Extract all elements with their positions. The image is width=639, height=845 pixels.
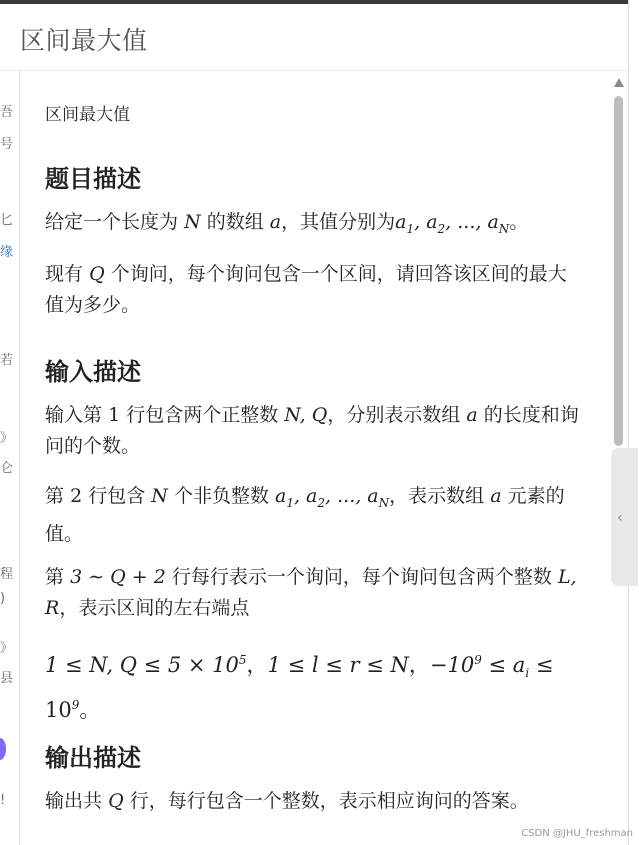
math-1: 1	[108, 404, 121, 426]
math-a: a	[490, 485, 502, 507]
text: 个非负整数	[173, 485, 269, 507]
text: 行包含	[88, 485, 146, 507]
left-strip-fragment: 》	[0, 641, 14, 656]
text: ，其值分别为	[281, 211, 396, 233]
constraint-3-tail	[45, 698, 79, 722]
text: 行每行表示一个询问，每个询问包含两个整数	[171, 566, 552, 588]
text: 10	[45, 698, 72, 723]
section-title-description: 题目描述	[45, 165, 141, 193]
text: 第	[45, 485, 65, 507]
text: ，分别表示数组	[327, 404, 461, 426]
scroll-up-arrow-icon[interactable]	[614, 78, 624, 87]
window-edge	[628, 0, 639, 845]
left-strip-fragment: 若	[0, 353, 14, 368]
title-bar	[0, 4, 628, 71]
text: 给定一个长度为	[45, 211, 179, 233]
breadcrumb: 区间最大值	[45, 105, 130, 125]
text: ，表示数组	[389, 485, 485, 507]
constraint-1	[45, 653, 247, 677]
text: ≤ a	[481, 653, 526, 677]
chevron-left-icon: ‹	[617, 510, 623, 526]
left-strip-fragment: 县	[0, 671, 14, 686]
text: 输出共	[45, 790, 103, 812]
text: ，表示区间的左右端点	[59, 597, 250, 619]
text: 1 ≤ N, Q ≤ 5 × 10	[45, 653, 239, 677]
text: 的长度和询问的个数。	[45, 404, 579, 457]
page-title: 区间最大值	[20, 26, 148, 55]
text: 9	[474, 653, 482, 667]
left-strip-fragment: )	[0, 591, 6, 606]
section-title-input: 输入描述	[45, 358, 141, 386]
math-sequence: $a_1$, $a_2$, ..., $a_N$	[395, 211, 510, 236]
left-sidebar-clipped[interactable]	[0, 71, 20, 845]
text: 元素的值。	[45, 485, 565, 545]
output-paragraph-1	[45, 786, 585, 817]
side-panel-toggle[interactable]	[611, 448, 638, 586]
scrollbar-thumb[interactable]	[614, 96, 623, 446]
math-NQ: N, Q	[284, 404, 328, 426]
text: 个询问，每个询问包含一个区间，请回答该区间的最大值为多少。	[45, 263, 567, 316]
left-strip-fragment: 号	[0, 137, 14, 152]
text: ≤	[529, 653, 554, 677]
constraint-2: 1 ≤ l ≤ r ≤ N	[267, 653, 409, 677]
section-title-output: 输出描述	[45, 744, 141, 772]
text: 现有	[45, 263, 84, 285]
text: 行包含两个正整数	[126, 404, 279, 426]
math-LR: L, R	[45, 566, 577, 619]
math-Q: Q	[89, 263, 105, 285]
text: 输入第	[45, 404, 103, 426]
input-paragraph-1	[45, 400, 585, 462]
constraints-paragraph	[45, 644, 585, 726]
math-a: a	[269, 211, 282, 233]
text: 。	[509, 211, 529, 233]
text: 。	[79, 698, 101, 723]
input-paragraph-2	[45, 481, 585, 550]
math-N: N	[184, 211, 201, 233]
math-range: 3 ∼ Q + 2	[70, 566, 166, 588]
left-strip-link-fragment[interactable]: 缘	[0, 245, 14, 260]
left-strip-fragment: 吾	[0, 105, 14, 120]
text: 行，每行包含一个整数，表示相应询问的答案。	[129, 790, 529, 812]
text: 5	[238, 653, 247, 667]
left-strip-fragment: 仑	[0, 461, 14, 476]
constraint-3	[429, 653, 554, 681]
avatar-icon[interactable]	[0, 738, 6, 760]
text: 第	[45, 566, 65, 588]
description-paragraph-2	[45, 259, 585, 321]
math-N: N	[151, 485, 168, 507]
text: ，	[408, 653, 430, 677]
left-strip-fragment: 》	[0, 431, 14, 446]
input-paragraph-3	[45, 562, 585, 624]
watermark: CSDN @JHU_freshman	[521, 828, 633, 839]
left-strip-fragment: 匕	[0, 213, 14, 228]
math-2: 2	[70, 485, 83, 507]
description-paragraph-1	[45, 207, 585, 245]
left-strip-fragment: !	[0, 793, 6, 808]
text: 的数组	[206, 211, 264, 233]
math-sequence: $a_1$, $a_2$, ..., $a_N$	[275, 485, 390, 510]
text: i	[525, 666, 530, 681]
math-a: a	[466, 404, 478, 426]
text: 9	[71, 698, 80, 713]
text: ，	[246, 653, 268, 677]
text: −10	[429, 653, 475, 677]
math-Q: Q	[108, 790, 124, 812]
left-strip-fragment: 程	[0, 567, 14, 582]
